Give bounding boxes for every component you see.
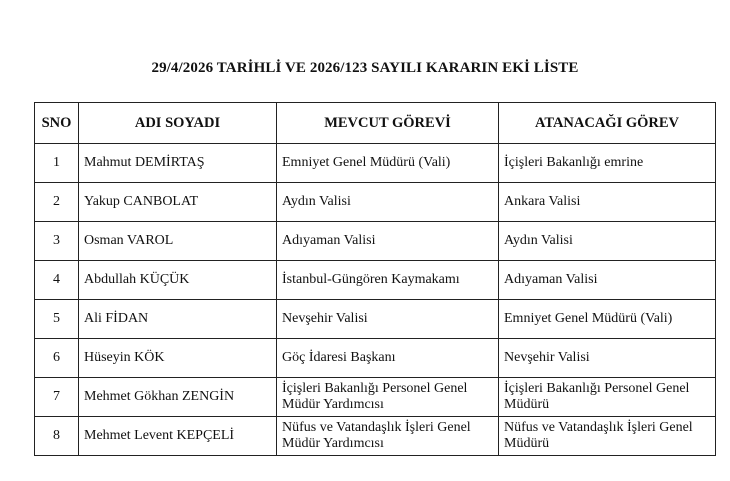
- person-name: Osman VAROL: [79, 222, 277, 261]
- table-row: [35, 300, 716, 339]
- current-position: Göç İdaresi Başkanı: [277, 339, 499, 378]
- table-header-row: [35, 103, 716, 144]
- row-number: 4: [35, 261, 79, 300]
- column-header-new-position: ATANACAĞI GÖREV: [499, 103, 716, 144]
- table-row: [35, 417, 716, 456]
- new-position: Aydın Valisi: [499, 222, 716, 261]
- person-name: Mahmut DEMİRTAŞ: [79, 144, 277, 183]
- table-row: [35, 378, 716, 417]
- table-row: [35, 183, 716, 222]
- row-number: 1: [35, 144, 79, 183]
- appointment-table: [34, 102, 716, 456]
- new-position: Adıyaman Valisi: [499, 261, 716, 300]
- person-name: Abdullah KÜÇÜK: [79, 261, 277, 300]
- document-title: 29/4/2026 TARİHLİ VE 2026/123 SAYILI KARARIN EKİ LİSTE: [151, 60, 579, 76]
- current-position: Aydın Valisi: [277, 183, 499, 222]
- current-position: İçişleri Bakanlığı Personel Genel Müdür Yardımcısı: [277, 378, 499, 417]
- current-position: Adıyaman Valisi: [277, 222, 499, 261]
- column-header-name: ADI SOYADI: [79, 103, 277, 144]
- row-number: 5: [35, 300, 79, 339]
- table-row: [35, 339, 716, 378]
- current-position: İstanbul-Güngören Kaymakamı: [277, 261, 499, 300]
- current-position: Emniyet Genel Müdürü (Vali): [277, 144, 499, 183]
- new-position: Nüfus ve Vatandaşlık İşleri Genel Müdürü: [499, 417, 716, 456]
- table-row: [35, 222, 716, 261]
- current-position: Nüfus ve Vatandaşlık İşleri Genel Müdür Yardımcısı: [277, 417, 499, 456]
- column-header-sno: SNO: [35, 103, 79, 144]
- row-number: 2: [35, 183, 79, 222]
- person-name: Hüseyin KÖK: [79, 339, 277, 378]
- row-number: 7: [35, 378, 79, 417]
- person-name: Mehmet Levent KEPÇELİ: [79, 417, 277, 456]
- new-position: Emniyet Genel Müdürü (Vali): [499, 300, 716, 339]
- table-row: [35, 261, 716, 300]
- column-header-current-position: MEVCUT GÖREVİ: [277, 103, 499, 144]
- person-name: Yakup CANBOLAT: [79, 183, 277, 222]
- new-position: Nevşehir Valisi: [499, 339, 716, 378]
- row-number: 6: [35, 339, 79, 378]
- person-name: Mehmet Gökhan ZENGİN: [79, 378, 277, 417]
- row-number: 8: [35, 417, 79, 456]
- new-position: Ankara Valisi: [499, 183, 716, 222]
- person-name: Ali FİDAN: [79, 300, 277, 339]
- new-position: İçişleri Bakanlığı Personel Genel Müdürü: [499, 378, 716, 417]
- table-row: [35, 144, 716, 183]
- new-position: İçişleri Bakanlığı emrine: [499, 144, 716, 183]
- current-position: Nevşehir Valisi: [277, 300, 499, 339]
- row-number: 3: [35, 222, 79, 261]
